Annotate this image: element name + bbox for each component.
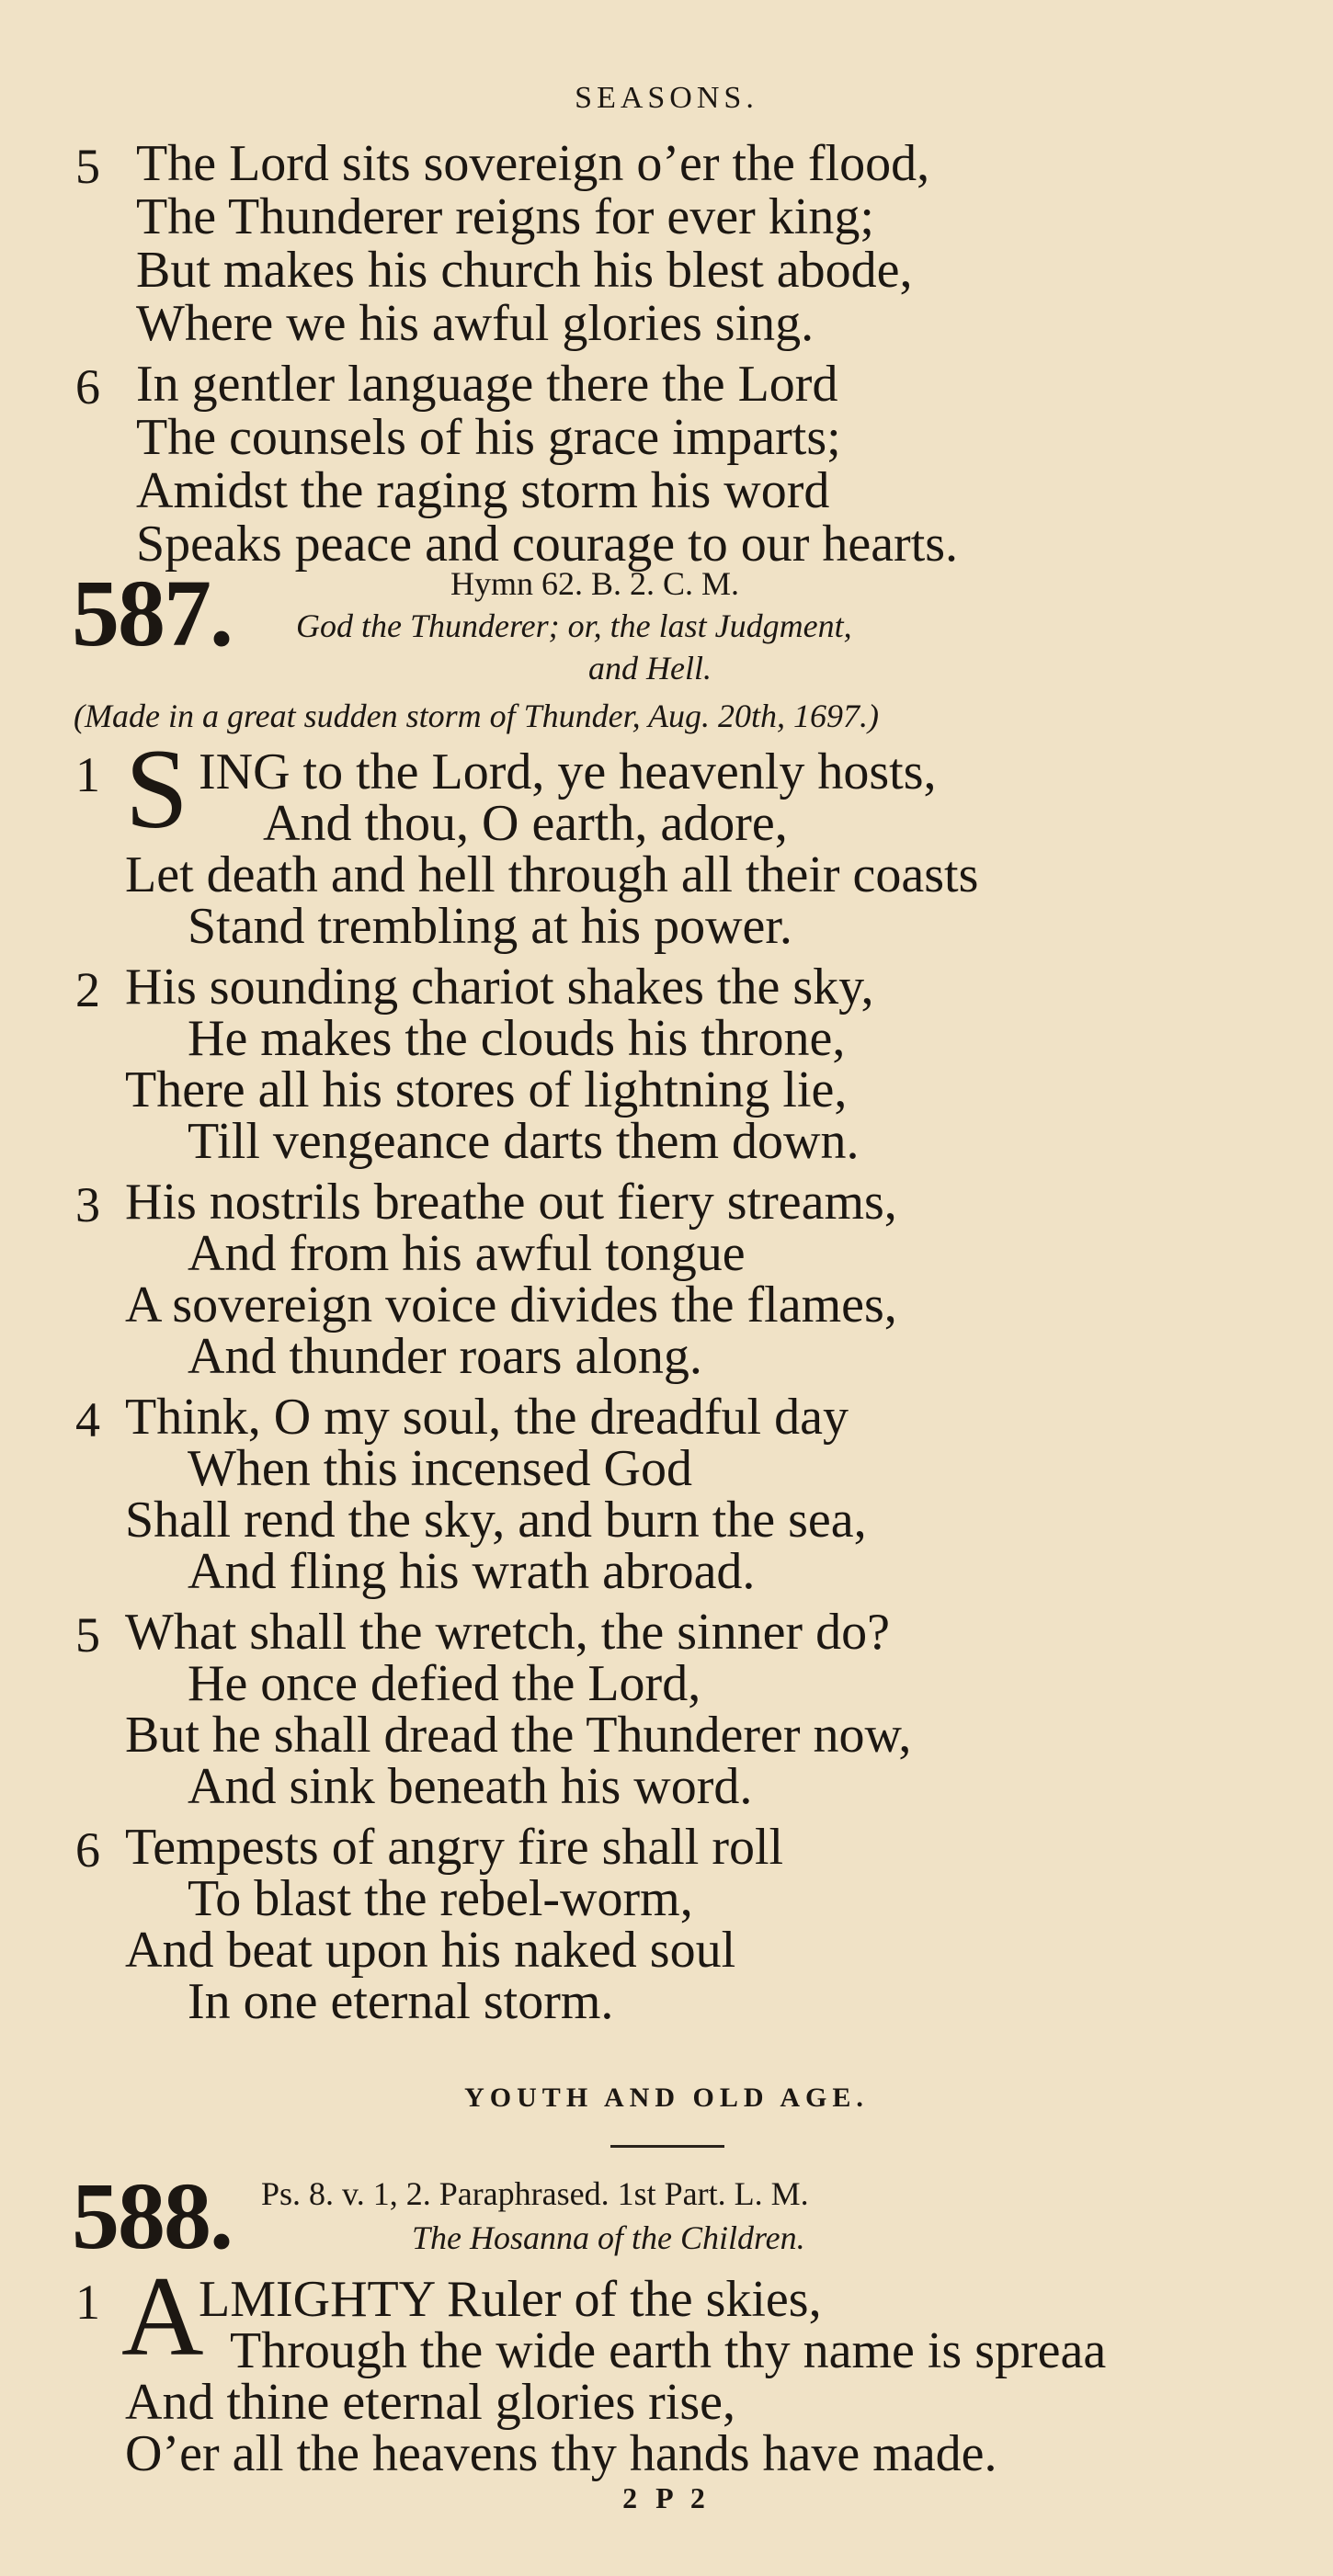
hymn-source: Hymn 62. B. 2. C. M. bbox=[450, 565, 740, 602]
verse-line: And from his awful tongue bbox=[188, 1225, 746, 1282]
hymn-source: Ps. 8. v. 1, 2. Paraphrased. 1st Part. L. M. bbox=[261, 2175, 809, 2212]
verse-line: His nostrils breathe out fiery streams, bbox=[125, 1174, 897, 1231]
verse-number: 5 bbox=[75, 1607, 100, 1662]
hymn-number: 588. bbox=[72, 2163, 232, 2269]
verse-line: Amidst the raging storm his word bbox=[136, 462, 830, 519]
verse-number: 1 bbox=[75, 747, 100, 802]
verse-number: 2 bbox=[75, 962, 100, 1017]
running-header: SEASONS. bbox=[575, 81, 758, 115]
verse-line: And sink beneath his word. bbox=[188, 1758, 753, 1815]
verse-line: ING to the Lord, ye heavenly hosts, bbox=[199, 743, 937, 800]
verse-line: Where we his awful glories sing. bbox=[136, 295, 815, 352]
verse-line: And beat upon his naked soul bbox=[125, 1922, 736, 1979]
hymn-title: The Hosanna of the Children. bbox=[412, 2219, 805, 2256]
verse-line: Shall rend the sky, and burn the sea, bbox=[125, 1492, 867, 1549]
verse-line: The Lord sits sovereign o’er the flood, bbox=[136, 135, 930, 192]
verse-line: A sovereign voice divides the flames, bbox=[125, 1277, 897, 1333]
verse-number: 5 bbox=[75, 139, 100, 194]
verse-line: He makes the clouds his throne, bbox=[188, 1010, 846, 1067]
verse-line: He once defied the Lord, bbox=[188, 1655, 701, 1712]
verse-line: Through the wide earth thy name is spreaa bbox=[230, 2322, 1107, 2379]
verse-line: And thine eternal glories rise, bbox=[125, 2374, 736, 2431]
verse-line: But he shall dread the Thunderer now, bbox=[125, 1707, 912, 1764]
verse-line: In gentler language there the Lord bbox=[136, 356, 838, 413]
section-title: YOUTH AND OLD AGE. bbox=[464, 2082, 869, 2113]
verse-line: And fling his wrath abroad. bbox=[188, 1543, 756, 1600]
hymn-number: 587. bbox=[72, 561, 232, 666]
hymn-title-cont: and Hell. bbox=[588, 650, 712, 687]
drop-cap: A bbox=[121, 2253, 204, 2379]
verse-line: His sounding chariot shakes the sky, bbox=[125, 959, 874, 1016]
hymn-note: (Made in a great sudden storm of Thunder, Aug. 20th, 1697.) bbox=[74, 698, 879, 734]
section-rule bbox=[610, 2145, 724, 2148]
verse-line: Speaks peace and courage to our hearts. bbox=[136, 516, 959, 573]
drop-cap: S bbox=[125, 726, 188, 852]
verse-line: And thou, O earth, adore, bbox=[263, 795, 788, 852]
verse-line: Think, O my soul, the dreadful day bbox=[125, 1389, 849, 1446]
verse-line: Till vengeance darts them down. bbox=[188, 1113, 860, 1170]
verse-number: 1 bbox=[75, 2275, 100, 2330]
verse-line: To blast the rebel-worm, bbox=[188, 1870, 693, 1927]
verse-number: 6 bbox=[75, 359, 100, 414]
verse-line: O’er all the heavens thy hands have made. bbox=[125, 2425, 997, 2482]
verse-number: 6 bbox=[75, 1822, 100, 1878]
verse-line: There all his stores of lightning lie, bbox=[125, 1061, 848, 1118]
verse-number: 3 bbox=[75, 1177, 100, 1232]
verse-line: What shall the wretch, the sinner do? bbox=[125, 1604, 890, 1661]
verse-line: And thunder roars along. bbox=[188, 1328, 702, 1385]
verse-line: Let death and hell through all their coasts bbox=[125, 846, 979, 903]
verse-line: The counsels of his grace imparts; bbox=[136, 409, 841, 466]
verse-line: Stand trembling at his power. bbox=[188, 898, 792, 955]
verse-line: The Thunderer reigns for ever king; bbox=[136, 188, 874, 245]
verse-line: LMIGHTY Ruler of the skies, bbox=[199, 2271, 822, 2328]
verse-line: In one eternal storm. bbox=[188, 1973, 614, 2030]
signature-mark: 2 P 2 bbox=[622, 2481, 711, 2514]
verse-line: But makes his church his blest abode, bbox=[136, 242, 913, 299]
verse-line: When this incensed God bbox=[188, 1440, 692, 1497]
verse-line: Tempests of angry fire shall roll bbox=[125, 1819, 784, 1876]
verse-number: 4 bbox=[75, 1392, 100, 1447]
hymn-title: God the Thunderer; or, the last Judgment, bbox=[296, 607, 852, 644]
